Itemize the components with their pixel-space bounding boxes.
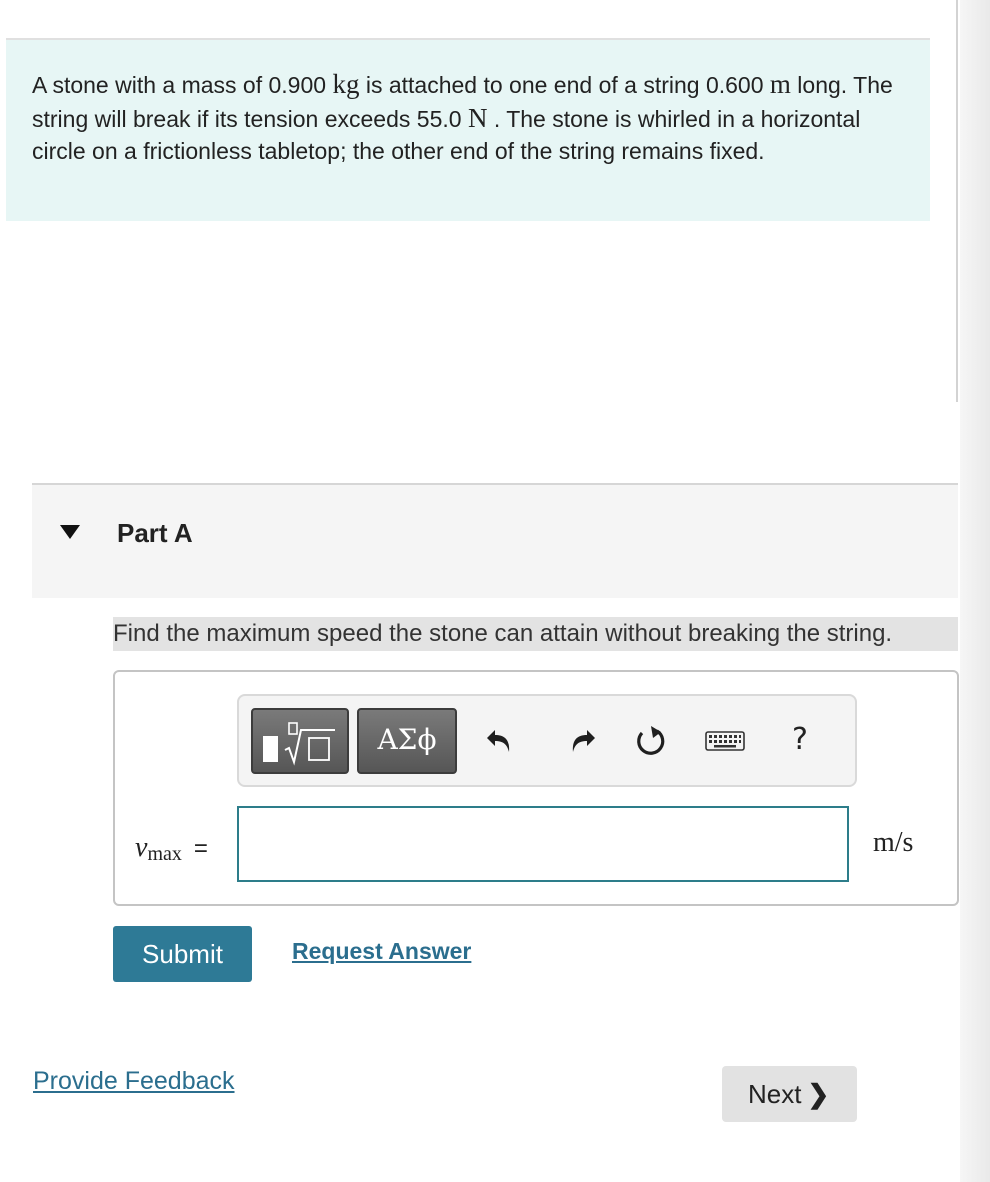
- unit-kg: kg: [332, 69, 360, 99]
- request-answer-link[interactable]: Request Answer: [292, 938, 472, 964]
- redo-icon[interactable]: [563, 724, 597, 758]
- next-button[interactable]: [722, 1066, 857, 1122]
- next-label: Next: [748, 1079, 802, 1109]
- templates-button[interactable]: [251, 708, 349, 774]
- problem-text: A stone with a mass of 0.900 kg is attached to one end of a string 0.600 m long. The string will break if its tension exceeds 55.0 N . The stone is whirled in a horizontal circle on a frictionless tabletop; the other end of the string remains fixed.: [32, 69, 893, 164]
- chevron-right-icon: ❯: [807, 1079, 830, 1109]
- greek-letters-button[interactable]: ΑΣϕ: [357, 708, 457, 774]
- part-label: Part A: [117, 518, 193, 548]
- unit-m: m: [769, 69, 791, 99]
- answer-input[interactable]: [237, 806, 849, 882]
- keyboard-icon[interactable]: [705, 724, 745, 758]
- help-icon[interactable]: ?: [792, 722, 808, 757]
- answer-variable-label: vmax =: [135, 832, 208, 865]
- math-toolbar: [237, 694, 857, 787]
- unit-N: N: [467, 102, 488, 133]
- right-edge-shadow: [960, 0, 990, 1182]
- undo-icon[interactable]: [485, 724, 519, 758]
- right-divider: [956, 0, 958, 402]
- answer-unit: m/s: [873, 827, 914, 858]
- collapse-triangle-icon[interactable]: [60, 525, 80, 539]
- question-text: Find the maximum speed the stone can attain without breaking the string.: [113, 617, 958, 651]
- templates-icon: [261, 720, 341, 766]
- part-a-header[interactable]: [32, 483, 958, 598]
- answer-box: [113, 670, 959, 906]
- provide-feedback-link[interactable]: Provide Feedback: [33, 1067, 235, 1095]
- problem-statement: [6, 38, 930, 221]
- submit-button[interactable]: Submit: [113, 926, 252, 982]
- reset-icon[interactable]: [633, 724, 667, 758]
